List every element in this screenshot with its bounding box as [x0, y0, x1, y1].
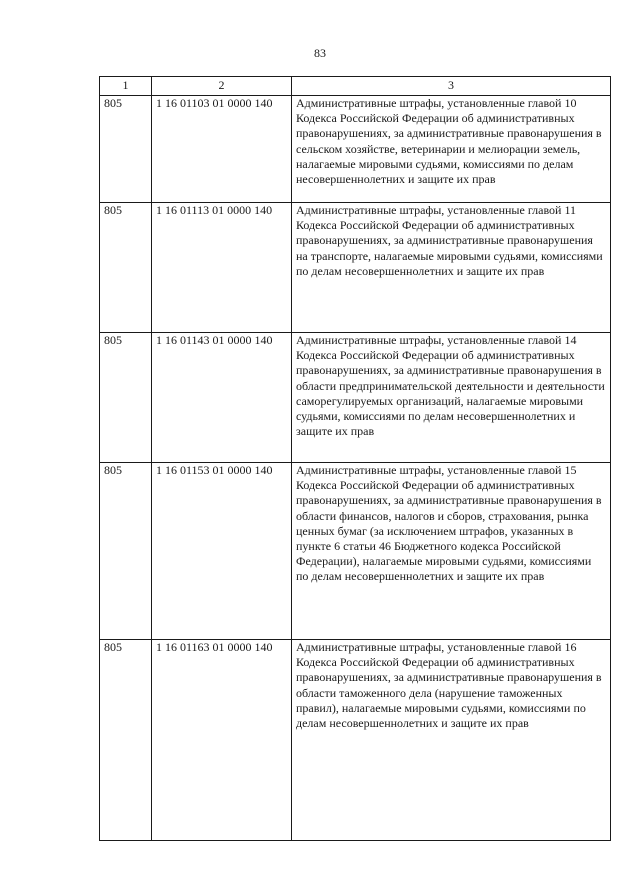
description-cell: Административные штрафы, установленные главой 16 Кодекса Российской Федерации об административных правонарушениях, за административные правонарушения в области таможенного дела (нарушение таможенных правил), налагаемые мировыми судьями, комиссиями по делам несовершеннолетних и защите их прав [292, 640, 611, 841]
budget-code-cell: 1 16 01143 01 0000 140 [152, 333, 292, 463]
admin-code-cell: 805 [100, 333, 152, 463]
column-header-1: 1 [100, 77, 152, 96]
admin-code-cell: 805 [100, 640, 152, 841]
budget-code-cell: 1 16 01103 01 0000 140 [152, 96, 292, 203]
table-row [100, 333, 611, 463]
admin-code-cell: 805 [100, 463, 152, 640]
column-header-2: 2 [152, 77, 292, 96]
admin-code-cell: 805 [100, 96, 152, 203]
table-row [100, 203, 611, 333]
table-row [100, 96, 611, 203]
column-header-3: 3 [292, 77, 611, 96]
description-cell: Административные штрафы, установленные главой 11 Кодекса Российской Федерации об административных правонарушениях, за административные правонарушения на транспорте, налагаемые мировыми судьями, комиссиями по делам несовершеннолетних и защите их прав [292, 203, 611, 333]
page-number: 83 [314, 46, 326, 60]
description-cell: Административные штрафы, установленные главой 14 Кодекса Российской Федерации об административных правонарушениях, за административные правонарушения в области предпринимательской деятельности и деятельности саморегулируемых организаций, налагаемые мировыми судьями, комиссиями по делам несовершеннолетних и защите их прав [292, 333, 611, 463]
description-cell: Административные штрафы, установленные главой 15 Кодекса Российской Федерации об административных правонарушениях, за административные правонарушения в области финансов, налогов и сборов, страхования, рынка ценных бумаг (за исключением штрафов, указанных в пункте 6 статьи 46 Бюджетного кодекса Российской Федерации), налагаемые мировыми судьями, комиссиями по делам несовершеннолетних и защите их прав [292, 463, 611, 640]
budget-code-cell: 1 16 01153 01 0000 140 [152, 463, 292, 640]
table-row [100, 463, 611, 640]
table-row [100, 640, 611, 841]
budget-codes-table [99, 76, 611, 841]
table-header-row [100, 77, 611, 96]
budget-code-cell: 1 16 01113 01 0000 140 [152, 203, 292, 333]
description-cell: Административные штрафы, установленные главой 10 Кодекса Российской Федерации об административных правонарушениях, за административные правонарушения в сельском хозяйстве, ветеринарии и мелиорации земель, налагаемые мировыми судьями, комиссиями по делам несовершеннолетних и защите их прав [292, 96, 611, 203]
budget-code-cell: 1 16 01163 01 0000 140 [152, 640, 292, 841]
admin-code-cell: 805 [100, 203, 152, 333]
